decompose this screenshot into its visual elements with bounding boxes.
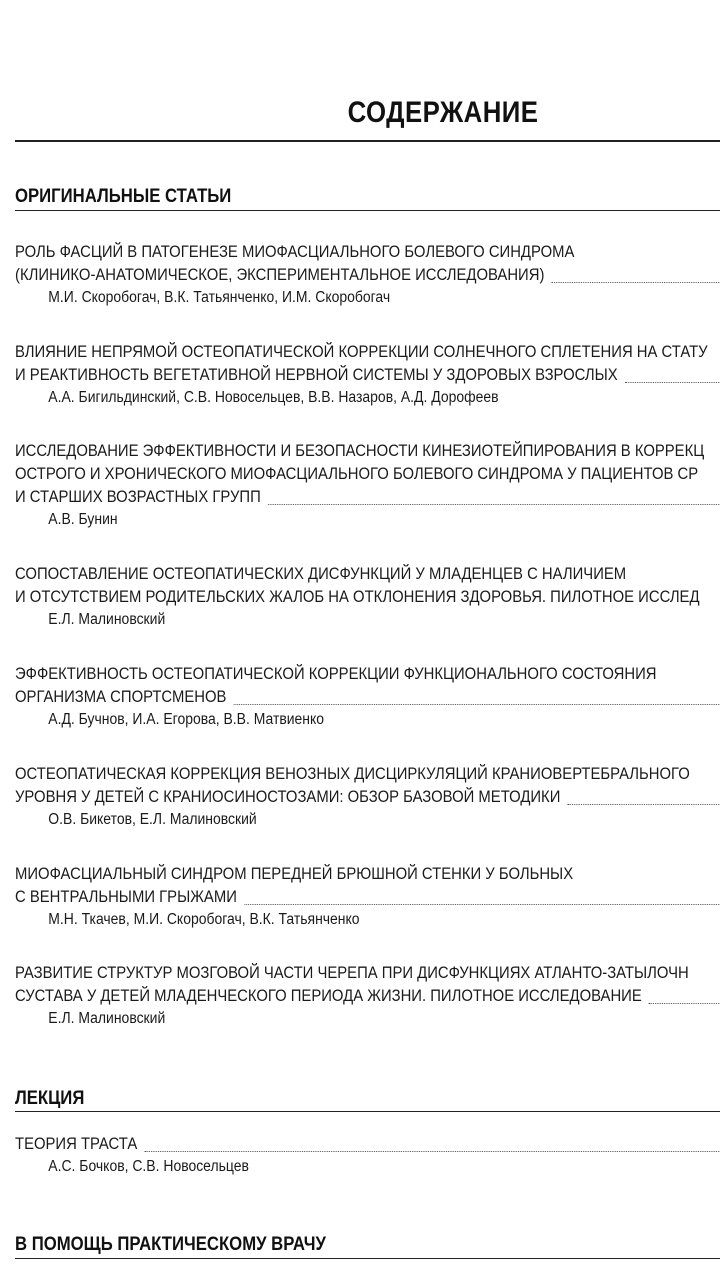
- toc-entry[interactable]: [15, 763, 720, 831]
- toc-entry[interactable]: [15, 241, 720, 309]
- toc-entry[interactable]: [15, 863, 720, 931]
- dot-leader: [268, 503, 720, 505]
- entry-title-line: ОРГАНИЗМА СПОРТСМЕНОВ: [15, 686, 720, 709]
- dot-leader: [649, 1002, 720, 1004]
- entry-title-line: ОСТЕОПАТИЧЕСКАЯ КОРРЕКЦИЯ ВЕНОЗНЫХ ДИСЦИРКУЛЯЦИЙ КРАНИОВЕРТЕБРАЛЬНОГО: [15, 765, 690, 783]
- entry-authors: О.В. Бикетов, Е.Л. Малиновский: [48, 811, 257, 828]
- toc-entry[interactable]: [15, 1133, 720, 1178]
- page-title: СОДЕРЖАНИЕ: [347, 96, 539, 129]
- entry-authors: М.И. Скоробогач, В.К. Татьянченко, И.М. Скоробогач: [48, 289, 391, 306]
- section-rule: [15, 210, 720, 211]
- entry-title-line: С ВЕНТРАЛЬНЫМИ ГРЫЖАМИ: [15, 886, 720, 909]
- section-heading-original-articles: ОРИГИНАЛЬНЫЕ СТАТЬИ: [15, 186, 232, 207]
- toc-entry[interactable]: [15, 962, 720, 1030]
- entry-title-line: УРОВНЯ У ДЕТЕЙ С КРАНИОСИНОСТОЗАМИ: ОБЗОР БАЗОВОЙ МЕТОДИКИ: [15, 786, 720, 809]
- entry-title-line: (КЛИНИКО-АНАТОМИЧЕСКОЕ, ЭКСПЕРИМЕНТАЛЬНОЕ ИССЛЕДОВАНИЯ): [15, 264, 720, 287]
- entry-authors: Е.Л. Малиновский: [48, 611, 166, 628]
- entry-title-line: И СТАРШИХ ВОЗРАСТНЫХ ГРУПП: [15, 486, 720, 509]
- dot-leader: [244, 903, 720, 905]
- entry-title-line: ВЛИЯНИЕ НЕПРЯМОЙ ОСТЕОПАТИЧЕСКОЙ КОРРЕКЦИИ СОЛНЕЧНОГО СПЛЕТЕНИЯ НА СТАТУ: [15, 343, 708, 361]
- entry-title-line: ЭФФЕКТИВНОСТЬ ОСТЕОПАТИЧЕСКОЙ КОРРЕКЦИИ ФУНКЦИОНАЛЬНОГО СОСТОЯНИЯ: [15, 665, 657, 683]
- dot-leader: [144, 1150, 720, 1152]
- entry-title-line: ОСТРОГО И ХРОНИЧЕСКОГО МИОФАСЦИАЛЬНОГО БОЛЕВОГО СИНДРОМА У ПАЦИЕНТОВ СР: [15, 465, 699, 483]
- entry-title-line: РАЗВИТИЕ СТРУКТУР МОЗГОВОЙ ЧАСТИ ЧЕРЕПА ПРИ ДИСФУНКЦИЯХ АТЛАНТО-ЗАТЫЛОЧН: [15, 964, 689, 982]
- section-heading-practical-help: В ПОМОЩЬ ПРАКТИЧЕСКОМУ ВРАЧУ: [15, 1234, 326, 1255]
- entry-authors: А.В. Бунин: [48, 511, 118, 528]
- entry-title-line: И РЕАКТИВНОСТЬ ВЕГЕТАТИВНОЙ НЕРВНОЙ СИСТЕМЫ У ЗДОРОВЫХ ВЗРОСЛЫХ: [15, 364, 720, 387]
- entry-title-line: ТЕОРИЯ ТРАСТА: [15, 1133, 720, 1156]
- entry-authors: Е.Л. Малиновский: [48, 1010, 166, 1027]
- toc-entry[interactable]: [15, 440, 720, 531]
- dot-leader: [625, 381, 720, 383]
- dot-leader: [568, 803, 720, 805]
- entry-authors: А.А. Бигильдинский, С.В. Новосельцев, В.В. Назаров, А.Д. Дорофеев: [48, 389, 499, 406]
- toc-entry[interactable]: [15, 341, 720, 409]
- entry-authors: А.С. Бочков, С.В. Новосельцев: [48, 1158, 249, 1175]
- title-rule: [15, 140, 720, 142]
- dot-leader: [234, 703, 720, 705]
- section-heading-lecture: ЛЕКЦИЯ: [15, 1088, 85, 1109]
- toc-entry[interactable]: [15, 663, 720, 731]
- entry-authors: М.Н. Ткачев, М.И. Скоробогач, В.К. Татьянченко: [48, 911, 360, 928]
- toc-entry[interactable]: [15, 563, 720, 631]
- entry-title-line: СОПОСТАВЛЕНИЕ ОСТЕОПАТИЧЕСКИХ ДИСФУНКЦИЙ У МЛАДЕНЦЕВ С НАЛИЧИЕМ: [15, 565, 627, 583]
- section-rule: [15, 1258, 720, 1259]
- entry-title-line: СУСТАВА У ДЕТЕЙ МЛАДЕНЧЕСКОГО ПЕРИОДА ЖИЗНИ. ПИЛОТНОЕ ИССЛЕДОВАНИЕ: [15, 985, 720, 1008]
- entry-authors: А.Д. Бучнов, И.А. Егорова, В.В. Матвиенко: [48, 711, 325, 728]
- dot-leader: [552, 281, 720, 283]
- entry-title-line: РОЛЬ ФАСЦИЙ В ПАТОГЕНЕЗЕ МИОФАСЦИАЛЬНОГО БОЛЕВОГО СИНДРОМА: [15, 243, 575, 261]
- entry-title-line: И ОТСУТСТВИЕМ РОДИТЕЛЬСКИХ ЖАЛОБ НА ОТКЛОНЕНИЯ ЗДОРОВЬЯ. ПИЛОТНОЕ ИССЛЕД: [15, 588, 700, 606]
- entry-title-line: ИССЛЕДОВАНИЕ ЭФФЕКТИВНОСТИ И БЕЗОПАСНОСТИ КИНЕЗИОТЕЙПИРОВАНИЯ В КОРРЕКЦ: [15, 442, 705, 460]
- entry-title-line: МИОФАСЦИАЛЬНЫЙ СИНДРОМ ПЕРЕДНЕЙ БРЮШНОЙ СТЕНКИ У БОЛЬНЫХ: [15, 865, 574, 883]
- section-rule: [15, 1111, 720, 1112]
